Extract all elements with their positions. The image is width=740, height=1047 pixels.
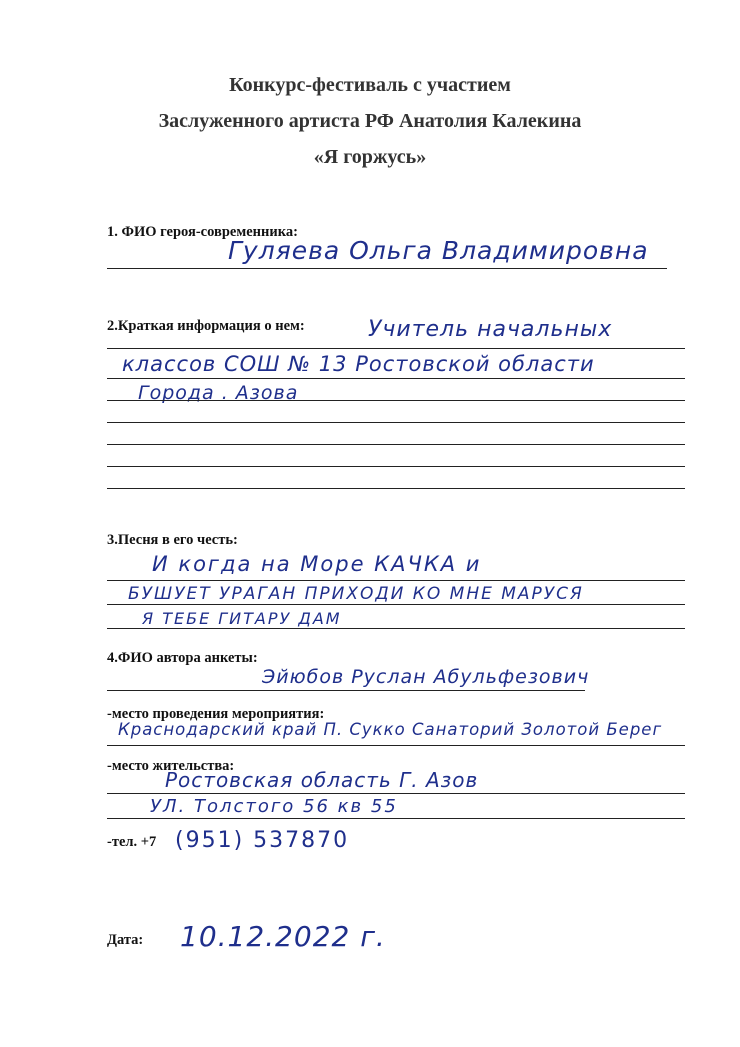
hero-label: 1. ФИО героя-современника: [107,224,298,240]
info-underline-2 [107,378,685,379]
venue-underline [107,745,685,746]
info-value-line-3: Города . Азова [138,382,299,404]
info-underline-7 [107,488,685,489]
info-underline-1 [107,348,685,349]
song-underline-1 [107,580,685,581]
residence-value-line-2: УЛ. Толстого 56 кв 55 [150,796,398,817]
residence-underline-2 [107,818,685,819]
date-value: 10.12.2022 г. [180,920,386,953]
info-underline-3 [107,400,685,401]
info-value-line-2: классов СОШ № 13 Ростовской области [122,352,595,376]
venue-value: Краснодарский край П. Сукко Санаторий Золотой Берег [118,720,663,739]
song-value-line-2: БУШУЕТ УРАГАН ПРИХОДИ КО МНЕ МАРУСЯ [128,584,584,604]
info-value-line-1: Учитель начальных [368,317,613,342]
hero-name-value: Гуляева Ольга Владимировна [228,236,649,265]
info-underline-5 [107,444,685,445]
hero-underline [107,268,667,269]
author-label: 4.ФИО автора анкеты: [107,650,258,666]
phone-value: (951) 537870 [175,828,350,853]
song-underline-2 [107,604,685,605]
residence-underline-1 [107,793,685,794]
song-underline-3 [107,628,685,629]
info-label: 2.Краткая информация о нем: [107,318,305,334]
header-line-2: Заслуженного артиста РФ Анатолия Калекина [158,110,582,132]
header-line-1: Конкурс-фестиваль с участием [229,74,511,96]
song-label: 3.Песня в его честь: [107,532,238,548]
header-line-3: «Я горжусь» [313,146,427,168]
song-value-line-3: Я ТЕБЕ ГИТАРУ ДАМ [142,609,342,628]
venue-label: -место проведения мероприятия: [107,706,325,722]
date-label: Дата: [107,932,144,948]
info-underline-6 [107,466,685,467]
residence-label: -место жительства: [107,758,235,774]
author-name-value: Эйюбов Руслан Абульфезович [262,666,590,688]
author-underline [107,690,585,691]
residence-value-line-1: Ростовская область Г. Азов [165,768,479,792]
phone-label: -тел. +7 [107,834,157,850]
info-underline-4 [107,422,685,423]
song-value-line-1: И когда на Море КАЧКА и [152,552,482,576]
